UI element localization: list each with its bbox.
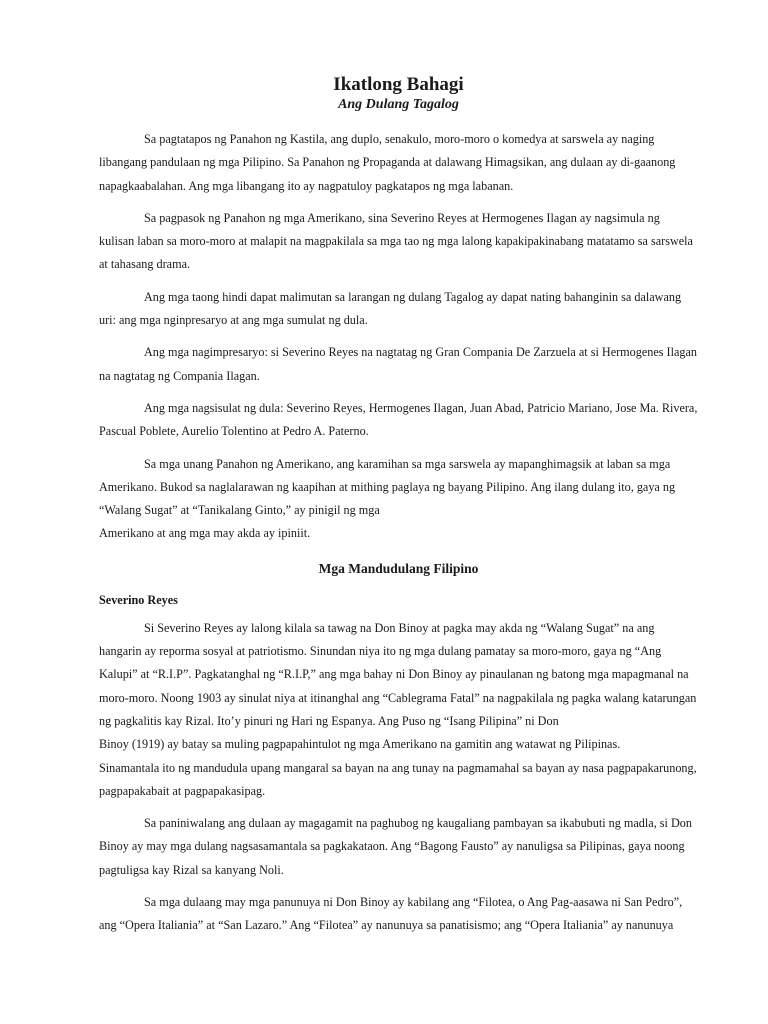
paragraph: Si Severino Reyes ay lalong kilala sa tawag na Don Binoy at pagka may akda ng “Walang Sugat” na ang hangarin ay reporma sosyal at patriotismo. Sinundan niya ito ng mga dulang pamatay sa moro-moro, gaya ng “Ang Kalupi” at “R.I.P”. Pagkatanghal ng “R.I.P,” ang mga bahay ni Don Binoy ay pinaulanan ng batong mga mapagmanal na moro-moro. Noong 1903 ay sinulat niya at itinanghal ang “Cablegrama Fatal” na nagpakilala ng pagka walang katarungan ng pagkalitis kay Rizal. Ito’y pinuri ng Hari ng Espanya. Ang Puso ng “Isang Pilipina” ni Don Binoy (1919) ay batay sa muling pagpapahintulot ng mga Amerikano na gamitin ang watawat ng Pilipinas. Sinamantala ito ng mandudula upang mangaral sa bayan na ang tunay na pagmamahal sa bayan ay nasa pagpapakarunong, pagpapakabait at pagpapakasipag. — [99, 620, 697, 798]
paragraph: Sa paniniwalang ang dulaan ay magagamit na paghubog ng kaugaliang pambayan sa ikabubuti ng madla, si Don Binoy ay may mga dulang nagsasamantala sa pagkakataon. Ang “Bagong Fausto” ay nanuligsa sa Pilipinas, gaya noong pagtuligsa kay Rizal sa kanyang Noli. — [99, 816, 692, 877]
paragraph: Ang mga taong hindi dapat malimutan sa larangan ng dulang Tagalog ay dapat nating bahanginin sa dalawang uri: ang mga nginpresaryo at ang mga sumulat ng dula. — [99, 289, 682, 328]
paragraph: Sa pagtatapos ng Panahon ng Kastila, ang duplo, senakulo, moro-moro o komedya at sarswela ay naging libangang pandulaan ng mga Pilipino. Sa Panahon ng Propaganda at dalawang Himagsikan, ang dulaan ay di-gaanong napagkaabalahan. Ang mga libangang ito ay nagpatuloy pagkatapos ng mga labanan. — [99, 132, 676, 193]
document-title: Ikatlong Bahagi — [333, 74, 464, 95]
paragraph: Ang mga nagimpresaryo: si Severino Reyes na nagtatag ng Gran Compania De Zarzuela at si Hermogenes Ilagan na nagtatag ng Compania Ilagan. — [99, 345, 697, 383]
paragraph: Sa mga dulaang may mga panunuya ni Don Binoy ay kabilang ang “Filotea, o Ang Pag-aasawa ni San Pedro”, ang “Opera Italiania” at “San Lazaro.” Ang “Filotea” ay nanunuya sa panatisismo; ang “Opera Italiania” ay nanunuya — [99, 895, 683, 933]
paragraph: Ang mga nagsisulat ng dula: Severino Reyes, Hermogenes Ilagan, Juan Abad, Patricio Mariano, Jose Ma. Rivera, Pascual Poblete, Aurelio Tolentino at Pedro A. Paterno. — [99, 400, 698, 439]
paragraph: Sa pagpasok ng Panahon ng mga Amerikano, sina Severino Reyes at Hermogenes Ilagan ay nagsimula ng kulisan laban sa moro-moro at malapit na magpakilala sa mga tao ng mga lalong kapakipakinabang matatamo sa sarswela at tahasang drama. — [99, 210, 693, 272]
paragraph: Sa mga unang Panahon ng Amerikano, ang karamihan sa mga sarswela ay mapanghimagsik at laban sa mga Amerikano. Bukod sa naglalarawan ng kaapihan at mithing paglaya ng bayang Pilipino. Ang ilang dulang ito, gaya ng “Walang Sugat” at “Tanikalang Ginto,” ay pinigil ng mga Amerikano at ang mga may akda ay ipiniit. — [99, 456, 676, 541]
document-subtitle: Ang Dulang Tagalog — [338, 97, 459, 112]
section-heading: Mga Mandudulang Filipino — [318, 560, 479, 576]
subheading: Severino Reyes — [99, 592, 178, 607]
